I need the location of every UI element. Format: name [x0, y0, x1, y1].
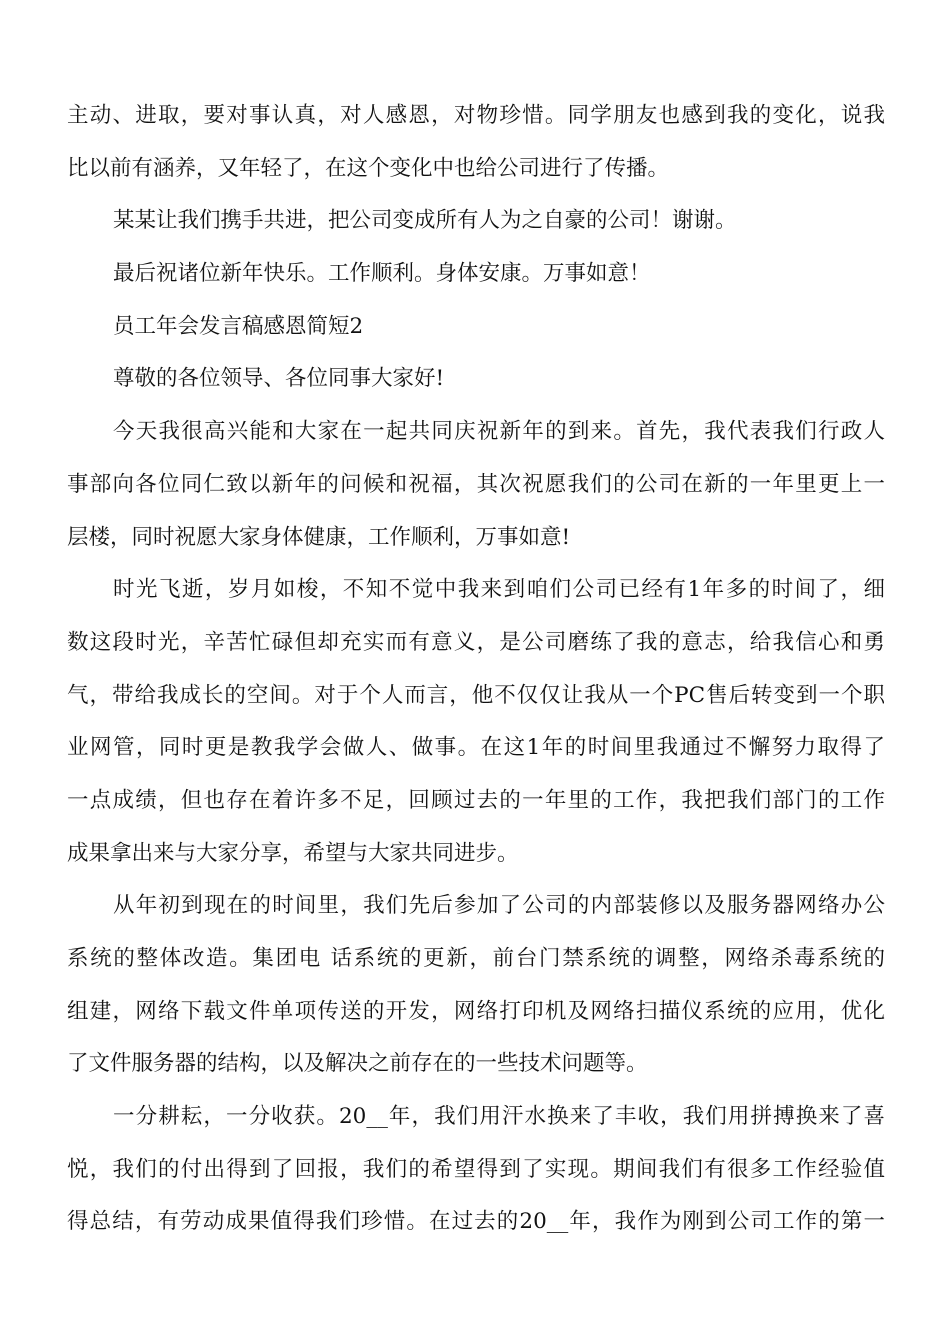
text-line: 一点成绩，但也存在着许多不足，回顾过去的一年里的工作，我把我们部门的工作	[67, 787, 885, 813]
text-line: 气，带给我成长的空间。对于个人而言，他不仅仅让我从一个PC售后转变到一个职	[67, 682, 885, 708]
text-line: 某某让我们携手共进，把公司变成所有人为之自豪的公司！谢谢。	[113, 208, 737, 234]
text-line: 成果拿出来与大家分享，希望与大家共同进步。	[67, 840, 519, 866]
text-line: 悦，我们的付出得到了回报，我们的希望得到了实现。期间我们有很多工作经验值	[67, 1156, 885, 1182]
text-line: 比以前有涵养，又年轻了，在这个变化中也给公司进行了传播。	[67, 155, 670, 181]
text-line: 一分耕耘，一分收获。20__年，我们用汗水换来了丰收，我们用拼搏换来了喜	[113, 1104, 885, 1130]
text-line: 了文件服务器的结构，以及解决之前存在的一些技术问题等。	[67, 1051, 648, 1077]
text-line: 从年初到现在的时间里，我们先后参加了公司的内部装修以及服务器网络办公	[113, 893, 885, 919]
text-line: 系统的整体改造。集团电 话系统的更新，前台门禁系统的调整，网络杀毒系统的	[67, 946, 885, 971]
section-heading: 员工年会发言稿感恩简短2	[113, 313, 364, 339]
text-line: 层楼，同时祝愿大家身体健康，工作顺利，万事如意!	[67, 524, 571, 550]
document-page	[67, 90, 885, 1249]
text-line: 最后祝诸位新年快乐。工作顺利。身体安康。万事如意！	[113, 261, 651, 287]
text-line: 事部向各位同仁致以新年的问候和祝福，其次祝愿我们的公司在新的一年里更上一	[67, 471, 885, 497]
text-line: 得总结，有劳动成果值得我们珍惜。在过去的20__年，我作为刚到公司工作的第一	[67, 1209, 885, 1235]
text-line: 今天我很高兴能和大家在一起共同庆祝新年的到来。首先，我代表我们行政人	[113, 419, 885, 445]
text-line: 组建，网络下载文件单项传送的开发，网络打印机及网络扫描仪系统的应用，优化	[67, 998, 885, 1024]
text-line: 时光飞逝，岁月如梭，不知不觉中我来到咱们公司已经有1年多的时间了，细	[113, 577, 885, 603]
text-line: 主动、进取，要对事认真，对人感恩，对物珍惜。同学朋友也感到我的变化，说我	[67, 103, 885, 128]
text-line: 数这段时光，辛苦忙碌但却充实而有意义，是公司磨练了我的意志，给我信心和勇	[67, 629, 885, 655]
salutation: 尊敬的各位领导、各位同事大家好!	[113, 366, 445, 392]
text-line: 业网管，同时更是教我学会做人、做事。在这1年的时间里我通过不懈努力取得了	[67, 735, 885, 761]
